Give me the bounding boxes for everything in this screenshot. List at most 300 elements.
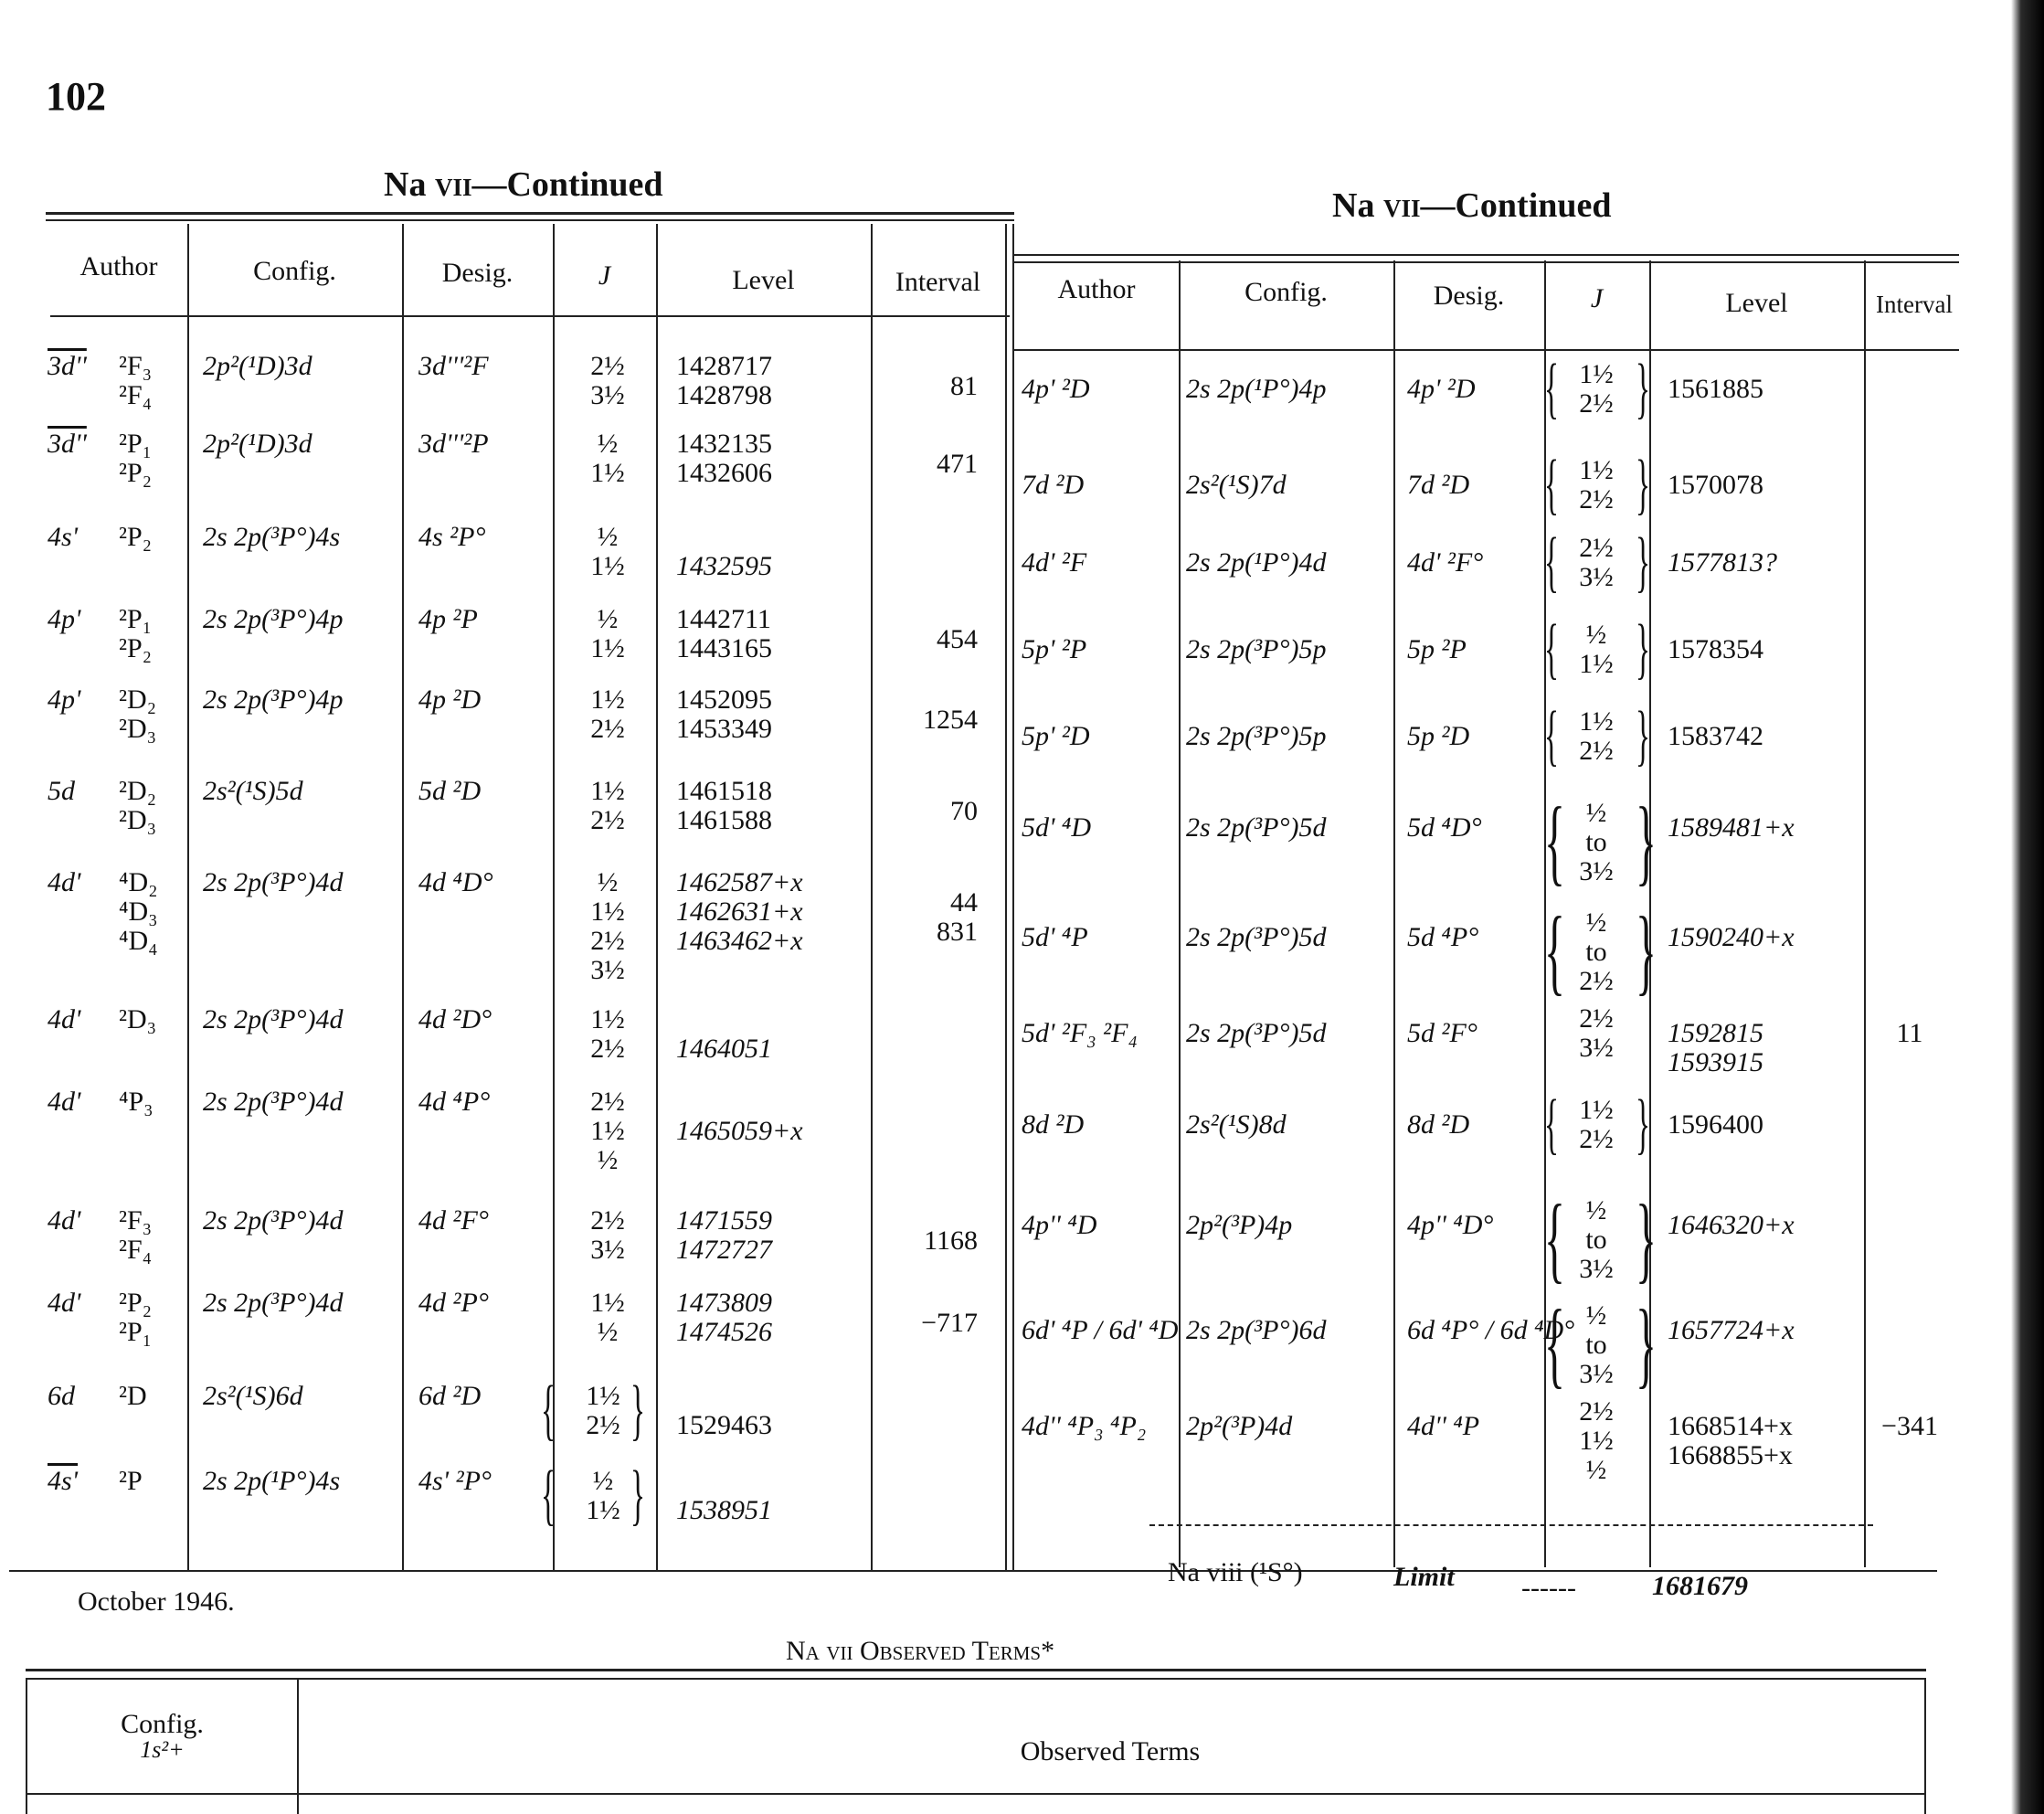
stack-line: 2½ bbox=[590, 351, 625, 381]
author-config: 4p' bbox=[48, 604, 81, 634]
stack-line: 2½ bbox=[1579, 966, 1614, 996]
stack-line: ²D₃ bbox=[119, 1004, 157, 1034]
stack-line: ²P₁ bbox=[119, 604, 153, 634]
stack-line: 2½ bbox=[590, 1087, 625, 1117]
stack-cell bbox=[576, 1289, 640, 1347]
right-row-author: 4d' ²F bbox=[1022, 547, 1087, 578]
stack-line: 1561885 bbox=[1668, 374, 1763, 404]
stack-cell bbox=[1564, 908, 1628, 996]
left-row-author bbox=[48, 1289, 80, 1318]
stack-line: 1461518 bbox=[676, 776, 772, 806]
limit-config: Na viii (¹S°) bbox=[1168, 1557, 1303, 1587]
stack-cell bbox=[576, 777, 640, 835]
right-row-config: 2p²(³P)4p bbox=[1186, 1210, 1293, 1240]
left-row-author bbox=[48, 1382, 75, 1411]
stack-cell bbox=[877, 372, 978, 401]
stack-line: to bbox=[1585, 937, 1607, 967]
stack-cell bbox=[676, 868, 859, 956]
left-row-author bbox=[48, 430, 87, 459]
limit-desig: Limit bbox=[1393, 1562, 1455, 1592]
right-brace: } bbox=[1636, 788, 1657, 895]
stack-cell bbox=[1564, 1096, 1628, 1154]
left-header-j: J bbox=[598, 260, 611, 291]
right-row-author: 4p'' ⁴D bbox=[1022, 1210, 1097, 1240]
stack-line: 2½ bbox=[1579, 1396, 1614, 1427]
stack-line: 1570078 bbox=[1668, 470, 1763, 500]
left-col-divider bbox=[187, 224, 189, 1572]
left-row-desig: 4p ²P bbox=[418, 604, 478, 634]
left-brace: { bbox=[1544, 1290, 1565, 1397]
stack-cell bbox=[119, 685, 183, 744]
left-brace: { bbox=[1544, 698, 1559, 773]
stack-cell bbox=[676, 685, 859, 744]
stack-line: ½ bbox=[597, 604, 619, 634]
stack-cell bbox=[1564, 1004, 1628, 1063]
limit-j-dashes: ------ bbox=[1521, 1573, 1576, 1603]
right-row-desig: 4p' ²D bbox=[1407, 374, 1476, 404]
right-title-suffix: —Continued bbox=[1420, 186, 1612, 225]
limit-level: 1681679 bbox=[1652, 1571, 1748, 1601]
tables-bottom-rule bbox=[9, 1570, 1937, 1572]
stack-line: 1668855+x bbox=[1668, 1440, 1793, 1470]
stack-cell bbox=[119, 777, 183, 835]
stack-line: 1428798 bbox=[676, 380, 772, 410]
left-brace: { bbox=[1544, 1185, 1565, 1292]
left-row-config: 2s 2p(³P°)4d bbox=[203, 1004, 344, 1034]
stack-line: 1668514+x bbox=[1668, 1411, 1793, 1441]
left-row-author bbox=[48, 1206, 80, 1236]
left-brace: { bbox=[1544, 1087, 1559, 1162]
left-row-desig: 6d ²D bbox=[418, 1381, 482, 1411]
stack-cell bbox=[877, 705, 978, 735]
right-row-author: 7d ²D bbox=[1022, 470, 1085, 500]
stack-cell bbox=[1564, 534, 1628, 592]
left-brace: { bbox=[541, 1373, 556, 1448]
stack-cell bbox=[119, 605, 183, 663]
right-col-divider bbox=[1393, 260, 1395, 1567]
stack-line: 1½ bbox=[1579, 1095, 1614, 1125]
stack-line: 1½ bbox=[590, 896, 625, 927]
stack-line: ½ bbox=[597, 1145, 619, 1175]
right-row-desig: 5p ²D bbox=[1407, 721, 1470, 751]
stack-line: 1½ bbox=[590, 458, 625, 488]
stack-cell bbox=[1564, 456, 1628, 514]
left-brace: { bbox=[1544, 351, 1559, 426]
stack-line: 1657724+x bbox=[1668, 1315, 1795, 1345]
right-title-ion: vii bbox=[1382, 186, 1421, 225]
stack-cell bbox=[576, 1206, 640, 1265]
stack-line: 454 bbox=[937, 624, 978, 654]
stack-cell bbox=[1668, 1211, 1859, 1240]
stack-line: ²P₂ bbox=[119, 1288, 153, 1318]
stack-cell bbox=[119, 868, 183, 956]
left-col-divider bbox=[553, 224, 555, 1572]
left-row-config: 2s 2p(³P°)4p bbox=[203, 604, 344, 634]
left-top-rule-2 bbox=[46, 219, 1014, 221]
left-row-desig: 4d ²F° bbox=[418, 1205, 489, 1236]
left-row-author bbox=[48, 1087, 80, 1117]
right-header-rule bbox=[1014, 349, 1959, 351]
page-number: 102 bbox=[46, 74, 106, 119]
author-config: 4s' bbox=[48, 522, 79, 552]
left-table-title bbox=[384, 164, 663, 205]
left-row-author bbox=[48, 523, 78, 552]
observed-top-rule bbox=[26, 1669, 1926, 1671]
left-row-config: 2s²(¹S)5d bbox=[203, 776, 303, 806]
stack-cell bbox=[576, 523, 640, 581]
stack-cell bbox=[877, 1309, 978, 1338]
right-header-desig: Desig. bbox=[1433, 281, 1505, 311]
stack-line: 1432595 bbox=[676, 551, 772, 581]
stack-line: 1254 bbox=[923, 705, 978, 735]
stack-line: 11 bbox=[1896, 1018, 1923, 1048]
right-row-config: 2p²(³P)4d bbox=[1186, 1411, 1293, 1441]
stack-line: 1463462+x bbox=[676, 926, 803, 956]
stack-line: 2½ bbox=[1579, 533, 1614, 563]
stack-line: ²P₁ bbox=[119, 429, 153, 459]
author-config: 4d' bbox=[48, 1288, 81, 1318]
stack-cell bbox=[1668, 1316, 1859, 1345]
right-header-config: Config. bbox=[1244, 277, 1328, 307]
stack-line: ½ bbox=[597, 522, 619, 552]
left-row-desig: 3d'''²F bbox=[418, 351, 489, 381]
stack-line: 3½ bbox=[590, 380, 625, 410]
stack-line: 1462631+x bbox=[676, 896, 803, 927]
left-row-config: 2s 2p(³P°)4d bbox=[203, 867, 344, 897]
stack-line: 1592815 bbox=[1668, 1018, 1763, 1048]
stack-cell bbox=[576, 1087, 640, 1175]
scan-edge-shadow bbox=[1989, 0, 2044, 1814]
stack-line: 1½ bbox=[590, 1004, 625, 1034]
right-brace: } bbox=[1636, 1290, 1657, 1397]
left-brace: { bbox=[1544, 447, 1559, 522]
stack-line: ½ bbox=[1585, 1300, 1607, 1331]
stack-line: ²P₂ bbox=[119, 458, 153, 488]
stack-cell bbox=[1564, 1196, 1628, 1284]
left-row-author bbox=[48, 605, 80, 634]
author-config: 4s' bbox=[48, 1466, 79, 1496]
author-config: 3d'' bbox=[48, 429, 87, 459]
left-col-divider bbox=[656, 224, 658, 1572]
right-row-author: 4p' ²D bbox=[1022, 374, 1090, 404]
stack-line: 2½ bbox=[1579, 1124, 1614, 1154]
right-brace: } bbox=[630, 1458, 645, 1533]
stack-line: 1577813? bbox=[1668, 547, 1777, 578]
stack-line: 1465059+x bbox=[676, 1116, 803, 1146]
stack-line: 1443165 bbox=[676, 633, 772, 663]
left-header-rule bbox=[50, 315, 1010, 317]
right-row-desig: 5d ²F° bbox=[1407, 1018, 1477, 1048]
stack-line: 1½ bbox=[1579, 1426, 1614, 1456]
stack-cell bbox=[576, 605, 640, 663]
stack-line: 1½ bbox=[590, 684, 625, 715]
right-top-rule bbox=[1014, 254, 1959, 256]
right-row-author: 6d' ⁴P / 6d' ⁴D bbox=[1022, 1315, 1179, 1345]
left-row-config: 2s²(¹S)6d bbox=[203, 1381, 303, 1411]
stack-line: 1453349 bbox=[676, 714, 772, 744]
stack-cell bbox=[676, 1034, 859, 1064]
right-table-title bbox=[1332, 186, 1612, 226]
author-config: 4d' bbox=[48, 1004, 81, 1034]
stack-line: 3½ bbox=[590, 1235, 625, 1265]
stack-cell bbox=[676, 1289, 859, 1347]
stack-cell bbox=[119, 1289, 183, 1347]
observed-header-rule bbox=[27, 1793, 1924, 1795]
right-brace: } bbox=[1636, 525, 1650, 599]
left-row-author bbox=[48, 352, 87, 381]
right-title-prefix: Na bbox=[1332, 186, 1375, 225]
stack-line: −717 bbox=[921, 1308, 978, 1338]
right-row-author: 5p' ²D bbox=[1022, 721, 1090, 751]
stack-line: 1589481+x bbox=[1668, 812, 1795, 843]
stack-line: 1½ bbox=[1579, 359, 1614, 389]
stack-cell bbox=[119, 1382, 183, 1411]
author-config: 4d' bbox=[48, 867, 81, 897]
stack-line: 1474526 bbox=[676, 1317, 772, 1347]
left-row-config: 2s 2p(³P°)4d bbox=[203, 1087, 344, 1117]
right-row-author: 5d' ⁴P bbox=[1022, 922, 1088, 952]
stack-line: 1646320+x bbox=[1668, 1210, 1795, 1240]
left-row-author bbox=[48, 777, 75, 806]
stack-line: ½ bbox=[1585, 1455, 1607, 1485]
right-row-config: 2s 2p(¹P°)4d bbox=[1186, 547, 1327, 578]
left-brace: { bbox=[1544, 525, 1559, 599]
left-header-level: Level bbox=[732, 265, 795, 295]
stack-line: ²P₂ bbox=[119, 633, 153, 663]
stack-line: 2½ bbox=[1579, 736, 1614, 766]
stack-line: 2½ bbox=[590, 926, 625, 956]
stack-cell bbox=[576, 685, 640, 744]
stack-line: ⁴P₃ bbox=[119, 1087, 154, 1117]
stack-line: 3½ bbox=[1579, 1359, 1614, 1389]
right-row-config: 2s 2p(³P°)5d bbox=[1186, 812, 1327, 843]
left-row-config: 2p²(¹D)3d bbox=[203, 429, 312, 459]
stack-line: ²P₁ bbox=[119, 1317, 153, 1347]
observed-top-rule-2 bbox=[26, 1678, 1926, 1680]
left-row-author bbox=[48, 1005, 80, 1034]
right-row-config: 2s²(¹S)7d bbox=[1186, 470, 1287, 500]
right-row-config: 2s 2p(³P°)5d bbox=[1186, 1018, 1327, 1048]
observed-col1-sub: 1s²+ bbox=[140, 1736, 185, 1763]
stack-line: 1473809 bbox=[676, 1288, 772, 1318]
stack-line: 1590240+x bbox=[1668, 922, 1795, 952]
left-brace: { bbox=[541, 1458, 556, 1533]
stack-cell bbox=[119, 1087, 183, 1117]
stack-line: −341 bbox=[1881, 1411, 1938, 1441]
stack-cell bbox=[1564, 707, 1628, 766]
observed-terms-title-rest: Observed Terms* bbox=[859, 1636, 1055, 1666]
right-row-config: 2s 2p(¹P°)4p bbox=[1186, 374, 1327, 404]
right-row-desig: 4d' ²F° bbox=[1407, 547, 1484, 578]
observed-col1-header: Config. bbox=[121, 1709, 204, 1739]
stack-cell bbox=[877, 797, 978, 826]
right-col-divider bbox=[1864, 260, 1866, 1567]
stack-cell bbox=[1668, 813, 1859, 843]
right-brace: } bbox=[630, 1373, 645, 1448]
observed-right-border bbox=[1924, 1678, 1926, 1814]
stack-line: 2½ bbox=[590, 714, 625, 744]
stack-cell bbox=[571, 1382, 635, 1440]
right-brace: } bbox=[1636, 447, 1650, 522]
stack-line: 1529463 bbox=[676, 1410, 772, 1440]
stack-line: ½ bbox=[597, 867, 619, 897]
stack-cell bbox=[1564, 621, 1628, 679]
left-row-desig: 4s ²P° bbox=[418, 522, 486, 552]
stack-line: 1½ bbox=[1579, 706, 1614, 737]
stack-line: ½ bbox=[1585, 798, 1607, 828]
left-header-config: Config. bbox=[253, 256, 336, 286]
limit-dashed-rule bbox=[1149, 1524, 1873, 1526]
right-brace: } bbox=[1636, 1087, 1650, 1162]
stack-line: ½ bbox=[597, 429, 619, 459]
stack-line: 1596400 bbox=[1668, 1109, 1763, 1140]
left-row-config: 2s 2p(³P°)4s bbox=[203, 522, 341, 552]
right-row-author: 5d' ²F₃ ²F₄ bbox=[1022, 1018, 1138, 1048]
stack-line: ²P bbox=[119, 1466, 143, 1496]
stack-line: 3½ bbox=[590, 955, 625, 985]
stack-line: ²D₃ bbox=[119, 714, 157, 744]
stack-line: ½ bbox=[592, 1466, 614, 1496]
right-brace: } bbox=[1636, 611, 1650, 686]
stack-line: 1½ bbox=[590, 776, 625, 806]
stack-cell bbox=[1668, 1019, 1859, 1077]
stack-line: ²F₃ bbox=[119, 1205, 153, 1236]
right-col-divider bbox=[1179, 260, 1181, 1567]
stack-line: to bbox=[1585, 827, 1607, 857]
stack-cell bbox=[119, 523, 183, 552]
stack-line: 1168 bbox=[924, 1225, 978, 1256]
stack-line: 1583742 bbox=[1668, 721, 1763, 751]
right-brace: } bbox=[1636, 698, 1650, 773]
stack-line: ⁴D₂ bbox=[119, 867, 158, 897]
left-header-desig: Desig. bbox=[441, 258, 514, 288]
stack-line: 1½ bbox=[590, 551, 625, 581]
stack-cell bbox=[1564, 1397, 1628, 1485]
right-brace: } bbox=[1636, 1185, 1657, 1292]
left-row-desig: 4d ²D° bbox=[418, 1004, 492, 1034]
stack-line: 1461588 bbox=[676, 805, 772, 835]
left-row-desig: 4d ²P° bbox=[418, 1288, 489, 1318]
stack-line: 3½ bbox=[1579, 856, 1614, 886]
right-row-config: 2s 2p(³P°)5d bbox=[1186, 922, 1327, 952]
stack-line: 1452095 bbox=[676, 684, 772, 715]
left-top-rule bbox=[46, 212, 1014, 215]
stack-line: to bbox=[1585, 1225, 1607, 1255]
stack-line: ²D₃ bbox=[119, 805, 157, 835]
left-row-desig: 3d'''²P bbox=[418, 429, 489, 459]
stack-cell bbox=[676, 605, 859, 663]
right-row-desig: 6d ⁴P° / 6d ⁴D° bbox=[1407, 1315, 1575, 1345]
stack-line: 1½ bbox=[1579, 649, 1614, 679]
right-row-config: 2s 2p(³P°)6d bbox=[1186, 1315, 1327, 1345]
stack-line: 3½ bbox=[1579, 562, 1614, 592]
stack-line: 1½ bbox=[590, 1288, 625, 1318]
stack-cell bbox=[119, 1005, 183, 1034]
stack-line: to bbox=[1585, 1330, 1607, 1360]
left-brace: { bbox=[1544, 897, 1565, 1004]
stack-line: 1578354 bbox=[1668, 634, 1763, 664]
stack-line: 1471559 bbox=[676, 1205, 772, 1236]
stack-line: ²D bbox=[119, 1381, 147, 1411]
stack-line: 1593915 bbox=[1668, 1047, 1763, 1077]
stack-line: 2½ bbox=[590, 1205, 625, 1236]
left-title-ion: vii bbox=[434, 165, 472, 204]
stack-cell bbox=[877, 450, 978, 479]
observed-col2-header: Observed Terms bbox=[1020, 1736, 1201, 1766]
right-row-desig: 8d ²D bbox=[1407, 1109, 1470, 1140]
left-row-config: 2s 2p(¹P°)4s bbox=[203, 1466, 341, 1496]
right-row-config: 2s²(¹S)8d bbox=[1186, 1109, 1287, 1140]
stack-line: 2½ bbox=[1579, 1003, 1614, 1034]
stack-line: ²D₂ bbox=[119, 776, 157, 806]
left-row-config: 2s 2p(³P°)4p bbox=[203, 684, 344, 715]
stack-line: 2½ bbox=[590, 1034, 625, 1064]
stack-line: ½ bbox=[597, 1317, 619, 1347]
right-row-author: 5p' ²P bbox=[1022, 634, 1087, 664]
right-header-j: J bbox=[1590, 283, 1604, 313]
stack-line: 1538951 bbox=[676, 1495, 772, 1525]
stack-line: 1½ bbox=[590, 1116, 625, 1146]
stack-cell bbox=[1668, 375, 1859, 404]
left-row-desig: 4d ⁴P° bbox=[418, 1087, 491, 1117]
right-header-interval: Interval bbox=[1876, 291, 1953, 318]
stack-line: ½ bbox=[1585, 907, 1607, 938]
right-row-desig: 7d ²D bbox=[1407, 470, 1470, 500]
right-row-desig: 5d ⁴P° bbox=[1407, 922, 1479, 952]
stack-line: ²D₂ bbox=[119, 684, 157, 715]
stack-cell bbox=[676, 552, 859, 581]
left-col-divider bbox=[871, 224, 873, 1572]
stack-line: 81 bbox=[950, 371, 978, 401]
stack-cell bbox=[1668, 923, 1859, 952]
stack-line: 2½ bbox=[1579, 388, 1614, 419]
stack-line: 1432606 bbox=[676, 458, 772, 488]
right-row-author: 5d' ⁴D bbox=[1022, 812, 1092, 843]
right-row-author: 8d ²D bbox=[1022, 1109, 1085, 1140]
stack-cell bbox=[676, 352, 859, 410]
stack-line: ½ bbox=[1585, 620, 1607, 650]
stack-cell bbox=[877, 1226, 978, 1256]
stack-line: 1428717 bbox=[676, 351, 772, 381]
stack-line: 44 bbox=[950, 887, 978, 918]
stack-line: ²F₄ bbox=[119, 1235, 153, 1265]
stack-cell bbox=[1864, 1412, 1955, 1441]
stack-line: ½ bbox=[1585, 1195, 1607, 1225]
left-row-author bbox=[48, 1467, 78, 1496]
center-double-divider bbox=[1012, 224, 1014, 1572]
stack-cell bbox=[576, 430, 640, 488]
left-row-author bbox=[48, 685, 80, 715]
observed-terms-title bbox=[786, 1636, 1054, 1667]
stack-cell bbox=[119, 430, 183, 488]
right-brace: } bbox=[1636, 897, 1657, 1004]
stack-line: 1472727 bbox=[676, 1235, 772, 1265]
left-row-desig: 5d ²D bbox=[418, 776, 482, 806]
left-brace: { bbox=[1544, 611, 1559, 686]
stack-line: 1½ bbox=[590, 633, 625, 663]
stack-cell bbox=[1564, 360, 1628, 419]
right-row-config: 2s 2p(³P°)5p bbox=[1186, 721, 1327, 751]
stack-cell bbox=[1668, 722, 1859, 751]
author-config: 4d' bbox=[48, 1205, 81, 1236]
left-title-suffix: —Continued bbox=[471, 165, 663, 204]
stack-cell bbox=[571, 1467, 635, 1525]
stack-line: ²F₄ bbox=[119, 380, 153, 410]
stack-line: ²F₃ bbox=[119, 351, 153, 381]
stack-cell bbox=[119, 352, 183, 410]
stack-cell bbox=[1668, 1110, 1859, 1140]
left-row-desig: 4s' ²P° bbox=[418, 1466, 492, 1496]
